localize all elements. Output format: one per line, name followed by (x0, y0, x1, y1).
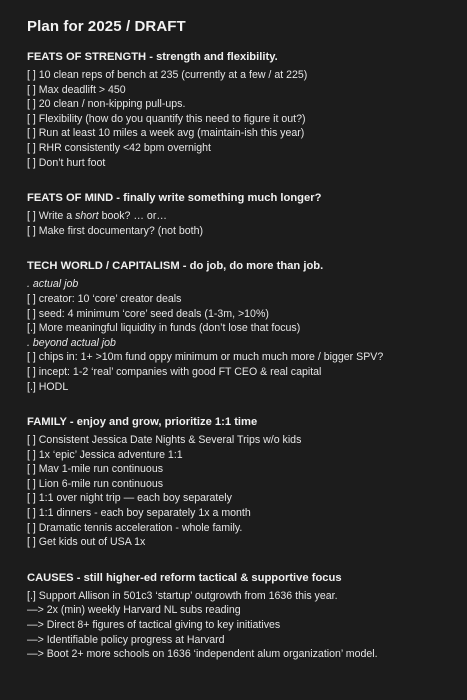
list-item: —> Direct 8+ figures of tactical giving to key initiatives (27, 619, 281, 632)
list-item: [ ] Write a short book? … or… (27, 210, 167, 223)
list-item: [ ] Run at least 10 miles a week avg (maintain-ish this year) (27, 127, 305, 140)
list-item: [ ] Don’t hurt foot (27, 156, 106, 169)
list-item: [ ] RHR consistently <42 bpm overnight (27, 141, 212, 154)
list-item: [ ] chips in: 1+ >10m fund oppy minimum or much much more / bigger SPV? (27, 351, 384, 364)
list-item: [ ] Make first documentary? (not both) (27, 224, 204, 237)
list-item: [ ] Max deadlift > 450 (27, 83, 126, 96)
list-item: [.] More meaningful liquidity in funds (don’t lose that focus) (27, 322, 301, 335)
section-tech-world (27, 260, 449, 394)
list-item: [ ] 1x ‘epic’ Jessica adventure 1:1 (27, 448, 183, 461)
emphasis-text: short (75, 210, 99, 223)
section-heading: CAUSES - still higher-ed reform tactical & supportive focus (27, 571, 342, 584)
subsection-label: . beyond actual job (27, 336, 116, 349)
section-feats-of-strength (27, 51, 449, 170)
list-item: [ ] 20 clean / non-kipping pull-ups. (27, 98, 186, 111)
list-item: [ ] 10 clean reps of bench at 235 (currently at a few / at 225) (27, 69, 308, 81)
list-item: [ ] 1:1 over night trip — each boy separately (27, 492, 232, 505)
list-item: —> Identifiable policy progress at Harvard (27, 633, 225, 646)
list-item: [ ] creator: 10 ‘core’ creator deals (27, 292, 182, 305)
list-item: [ ] Consistent Jessica Date Nights & Several Trips w/o kids (27, 434, 302, 447)
list-item: [ ] incept: 1-2 ‘real’ companies with good FT CEO & real capital (27, 365, 322, 378)
subsection-label: . actual job (27, 278, 79, 291)
section-heading: FEATS OF MIND - finally write something much longer? (27, 192, 322, 205)
list-item: [ ] Lion 6-mile run continuous (27, 477, 164, 490)
list-item: —> Boot 2+ more schools on 1636 ‘independent alum organization’ model. (27, 648, 378, 661)
section-causes (27, 572, 449, 662)
list-item: [ ] Flexibility (how do you quantify this need to figure it out?) (27, 112, 306, 125)
list-item: —> 2x (min) weekly Harvard NL subs reading (27, 604, 241, 617)
section-feats-of-mind (27, 192, 449, 238)
list-item: [ ] seed: 4 minimum ‘core’ seed deals (1-3m, >10%) (27, 307, 269, 320)
page-title: Plan for 2025 / DRAFT (27, 18, 186, 35)
section-heading: FAMILY - enjoy and grow, prioritize 1:1 time (27, 416, 258, 429)
list-item: [.] Support Allison in 501c3 ‘startup’ outgrowth from 1636 this year. (27, 589, 338, 602)
list-item: [.] HODL (27, 380, 69, 393)
section-heading: TECH WORLD / CAPITALISM - do job, do more than job. (27, 260, 324, 273)
list-item: [ ] Dramatic tennis acceleration - whole family. (27, 521, 243, 534)
section-heading: FEATS OF STRENGTH - strength and flexibility. (27, 51, 278, 63)
list-item: [ ] 1:1 dinners - each boy separately 1x a month (27, 507, 251, 520)
list-item: [ ] Mav 1-mile run continuous (27, 463, 164, 476)
section-family (27, 416, 449, 550)
list-item: [ ] Get kids out of USA 1x (27, 536, 146, 549)
